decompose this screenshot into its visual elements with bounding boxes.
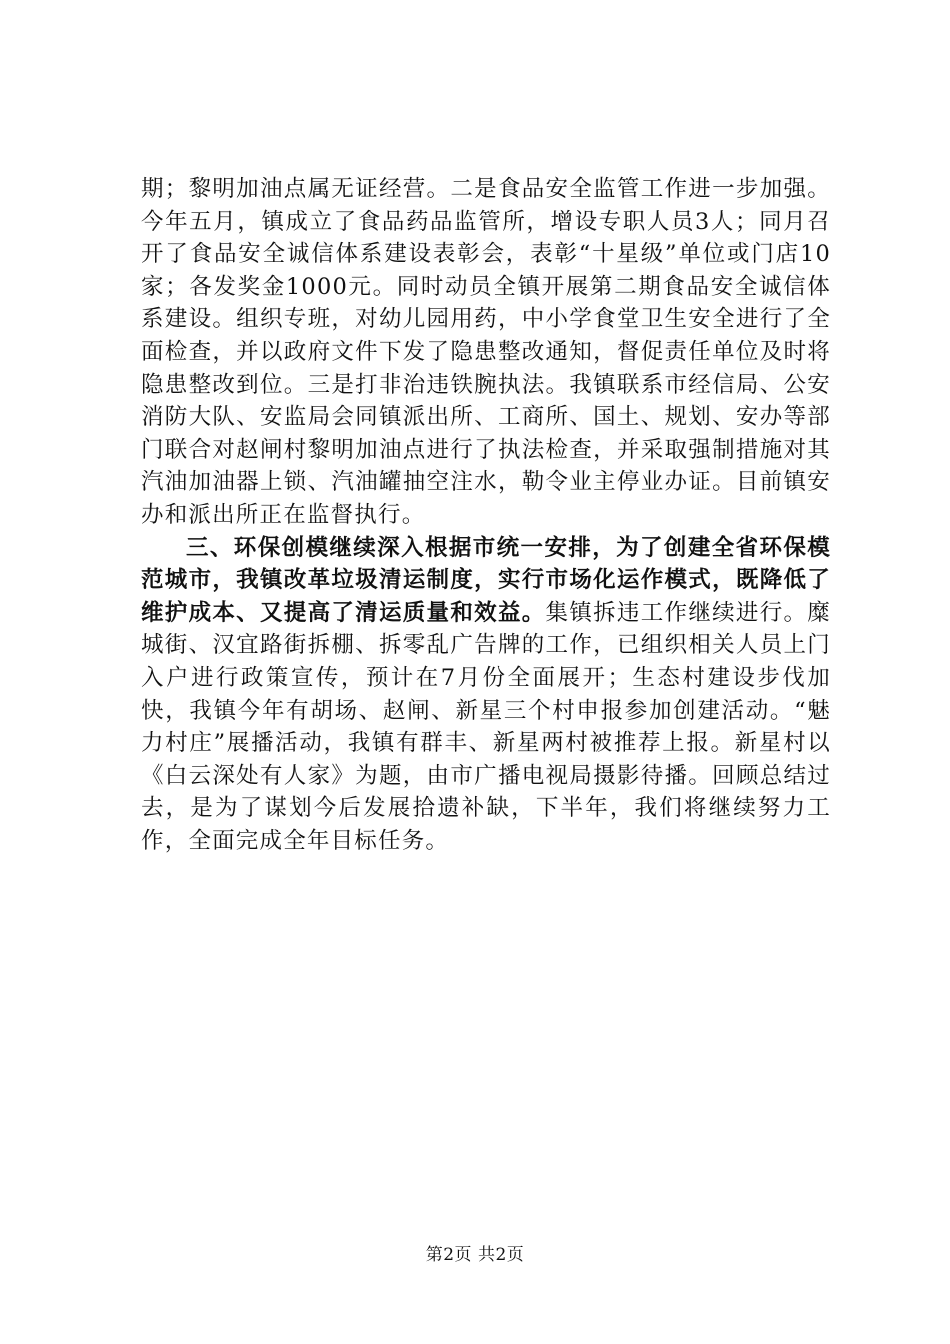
section-heading-environmental: 三、环保创模继续深入根据市统一安排，为了创建全省环保模范城市，我镇改革垃圾清运制度，实行市场化运作模式，既降低了维护成本、又提高了清运质量和效益。 (141, 534, 831, 626)
paragraph-food-safety (141, 173, 831, 532)
page-number-indicator: 第2页 共2页 (425, 1245, 525, 1265)
paragraph-text: 集镇拆违工作继续进行。糜城街、汉宜路街拆棚、拆零乱广告牌的工作，已组织相关人员上门入户进行政策宣传，预计在7月份全面展开；生态村建设步伐加快，我镇今年有胡场、赵闸、新星三个村申报参加创建活动。“魅力村庄”展播活动，我镇有群丰、新星两村被推荐上报。新星村以《白云深处有人家》为题，由市广播电视局摄影待播。回顾总结过去，是为了谋划今后发展拾遗补缺，下半年，我们将继续努力工作，全面完成全年目标任务。 (141, 599, 832, 854)
paragraph-environmental (141, 532, 831, 858)
document-body (141, 173, 831, 857)
paragraph-text: 期；黎明加油点属无证经营。二是食品安全监管工作进一步加强。今年五月，镇成立了食品药品监管所，增设专职人员3人；同月召开了食品安全诚信体系建设表彰会，表彰“十星级”单位或门店10家；各发奖金1000元。同时动员全镇开展第二期食品安全诚信体系建设。组织专班，对幼儿园用药，中小学食堂卫生安全进行了全面检查，并以政府文件下发了隐患整改通知，督促责任单位及时将隐患整改到位。三是打非治违铁腕执法。我镇联系市经信局、公安消防大队、安监局会同镇派出所、工商所、国土、规划、安办等部门联合对赵闸村黎明加油点进行了执法检查，并采取强制措施对其汽油加油器上锁、汽油罐抽空注水，勒令业主停业办证。目前镇安办和派出所正在监督执行。 (141, 176, 831, 528)
page-footer (0, 1243, 950, 1267)
